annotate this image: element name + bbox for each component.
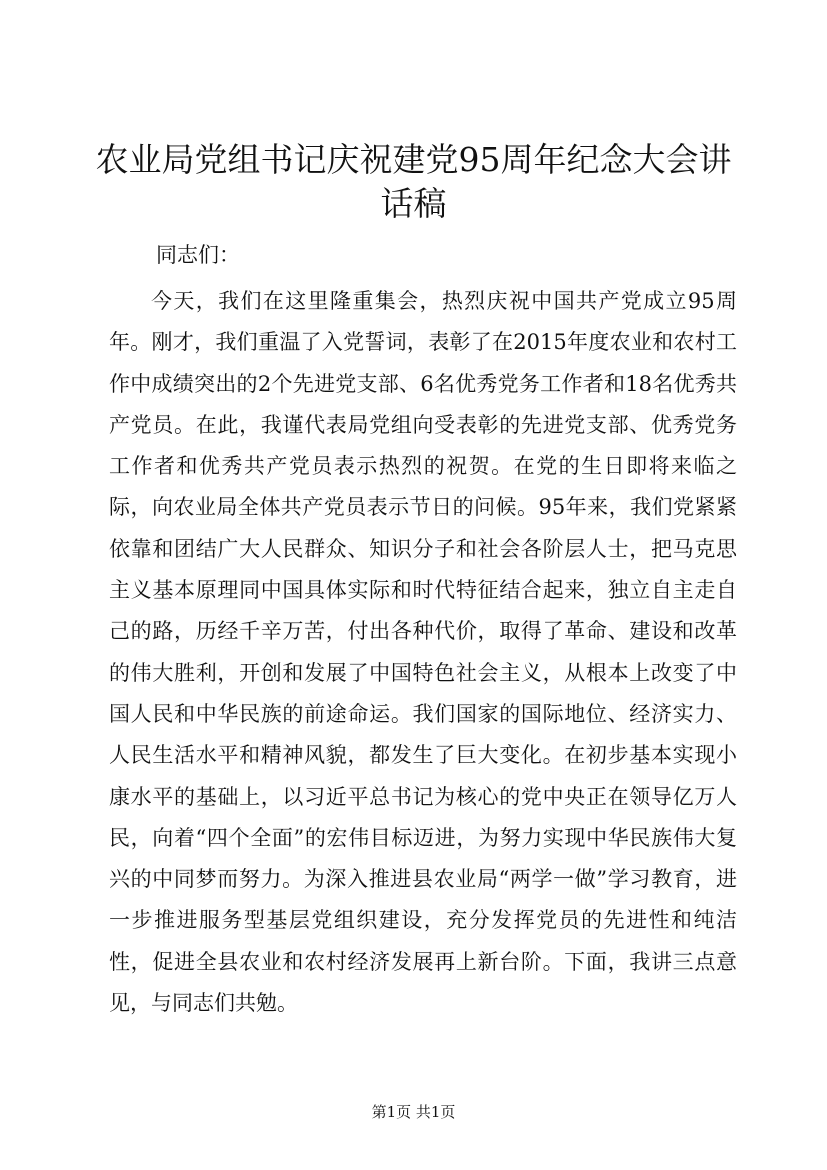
body-paragraph: 今天，我们在这里隆重集会，热烈庆祝中国共产党成立95周年。刚才，我们重温了入党誓词，表彰了在2015年度农业和农村工作中成绩突出的2个先进党支部、6名优秀党务工作者和18名优秀共产党员。在此，我谨代表局党组向受表彰的先进党支部、优秀党务工作者和优秀共产党员表示热烈的祝贺。在党的生日即将来临之际，向农业局全体共产党员表示节日的问候。95年来，我们党紧紧依靠和团结广大人民群众、知识分子和社会各阶层人士，把马克思主义基本原理同中国具体实际和时代特征结合起来，独立自主走自己的路，历经千辛万苦，付出各种代价，取得了革命、建设和改革的伟大胜利，开创和发展了中国特色社会主义，从根本上改变了中国人民和中华民族的前途命运。我们国家的国际地位、经济实力、人民生活水平和精神风貌，都发生了巨大变化。在初步基本实现小康水平的基础上，以习近平总书记为核心的党中央正在领导亿万人民，向着“四个全面”的宏伟目标迈进，为努力实现中华民族伟大复兴的中同梦而努力。为深入推进县农业局“两学一做”学习教育，进一步推进服务型基层党组织建设，充分发挥党员的先进性和纯洁性，促进全县农业和农村经济发展再上新台阶。下面，我讲三点意见，与同志们共勉。 [109, 289, 737, 1016]
salutation: 同志们： [156, 243, 240, 267]
page-footer: 第1页 共1页 [371, 1103, 456, 1121]
document-title: 农业局党组书记庆祝建党95周年纪念大会讲话稿 [95, 140, 732, 223]
